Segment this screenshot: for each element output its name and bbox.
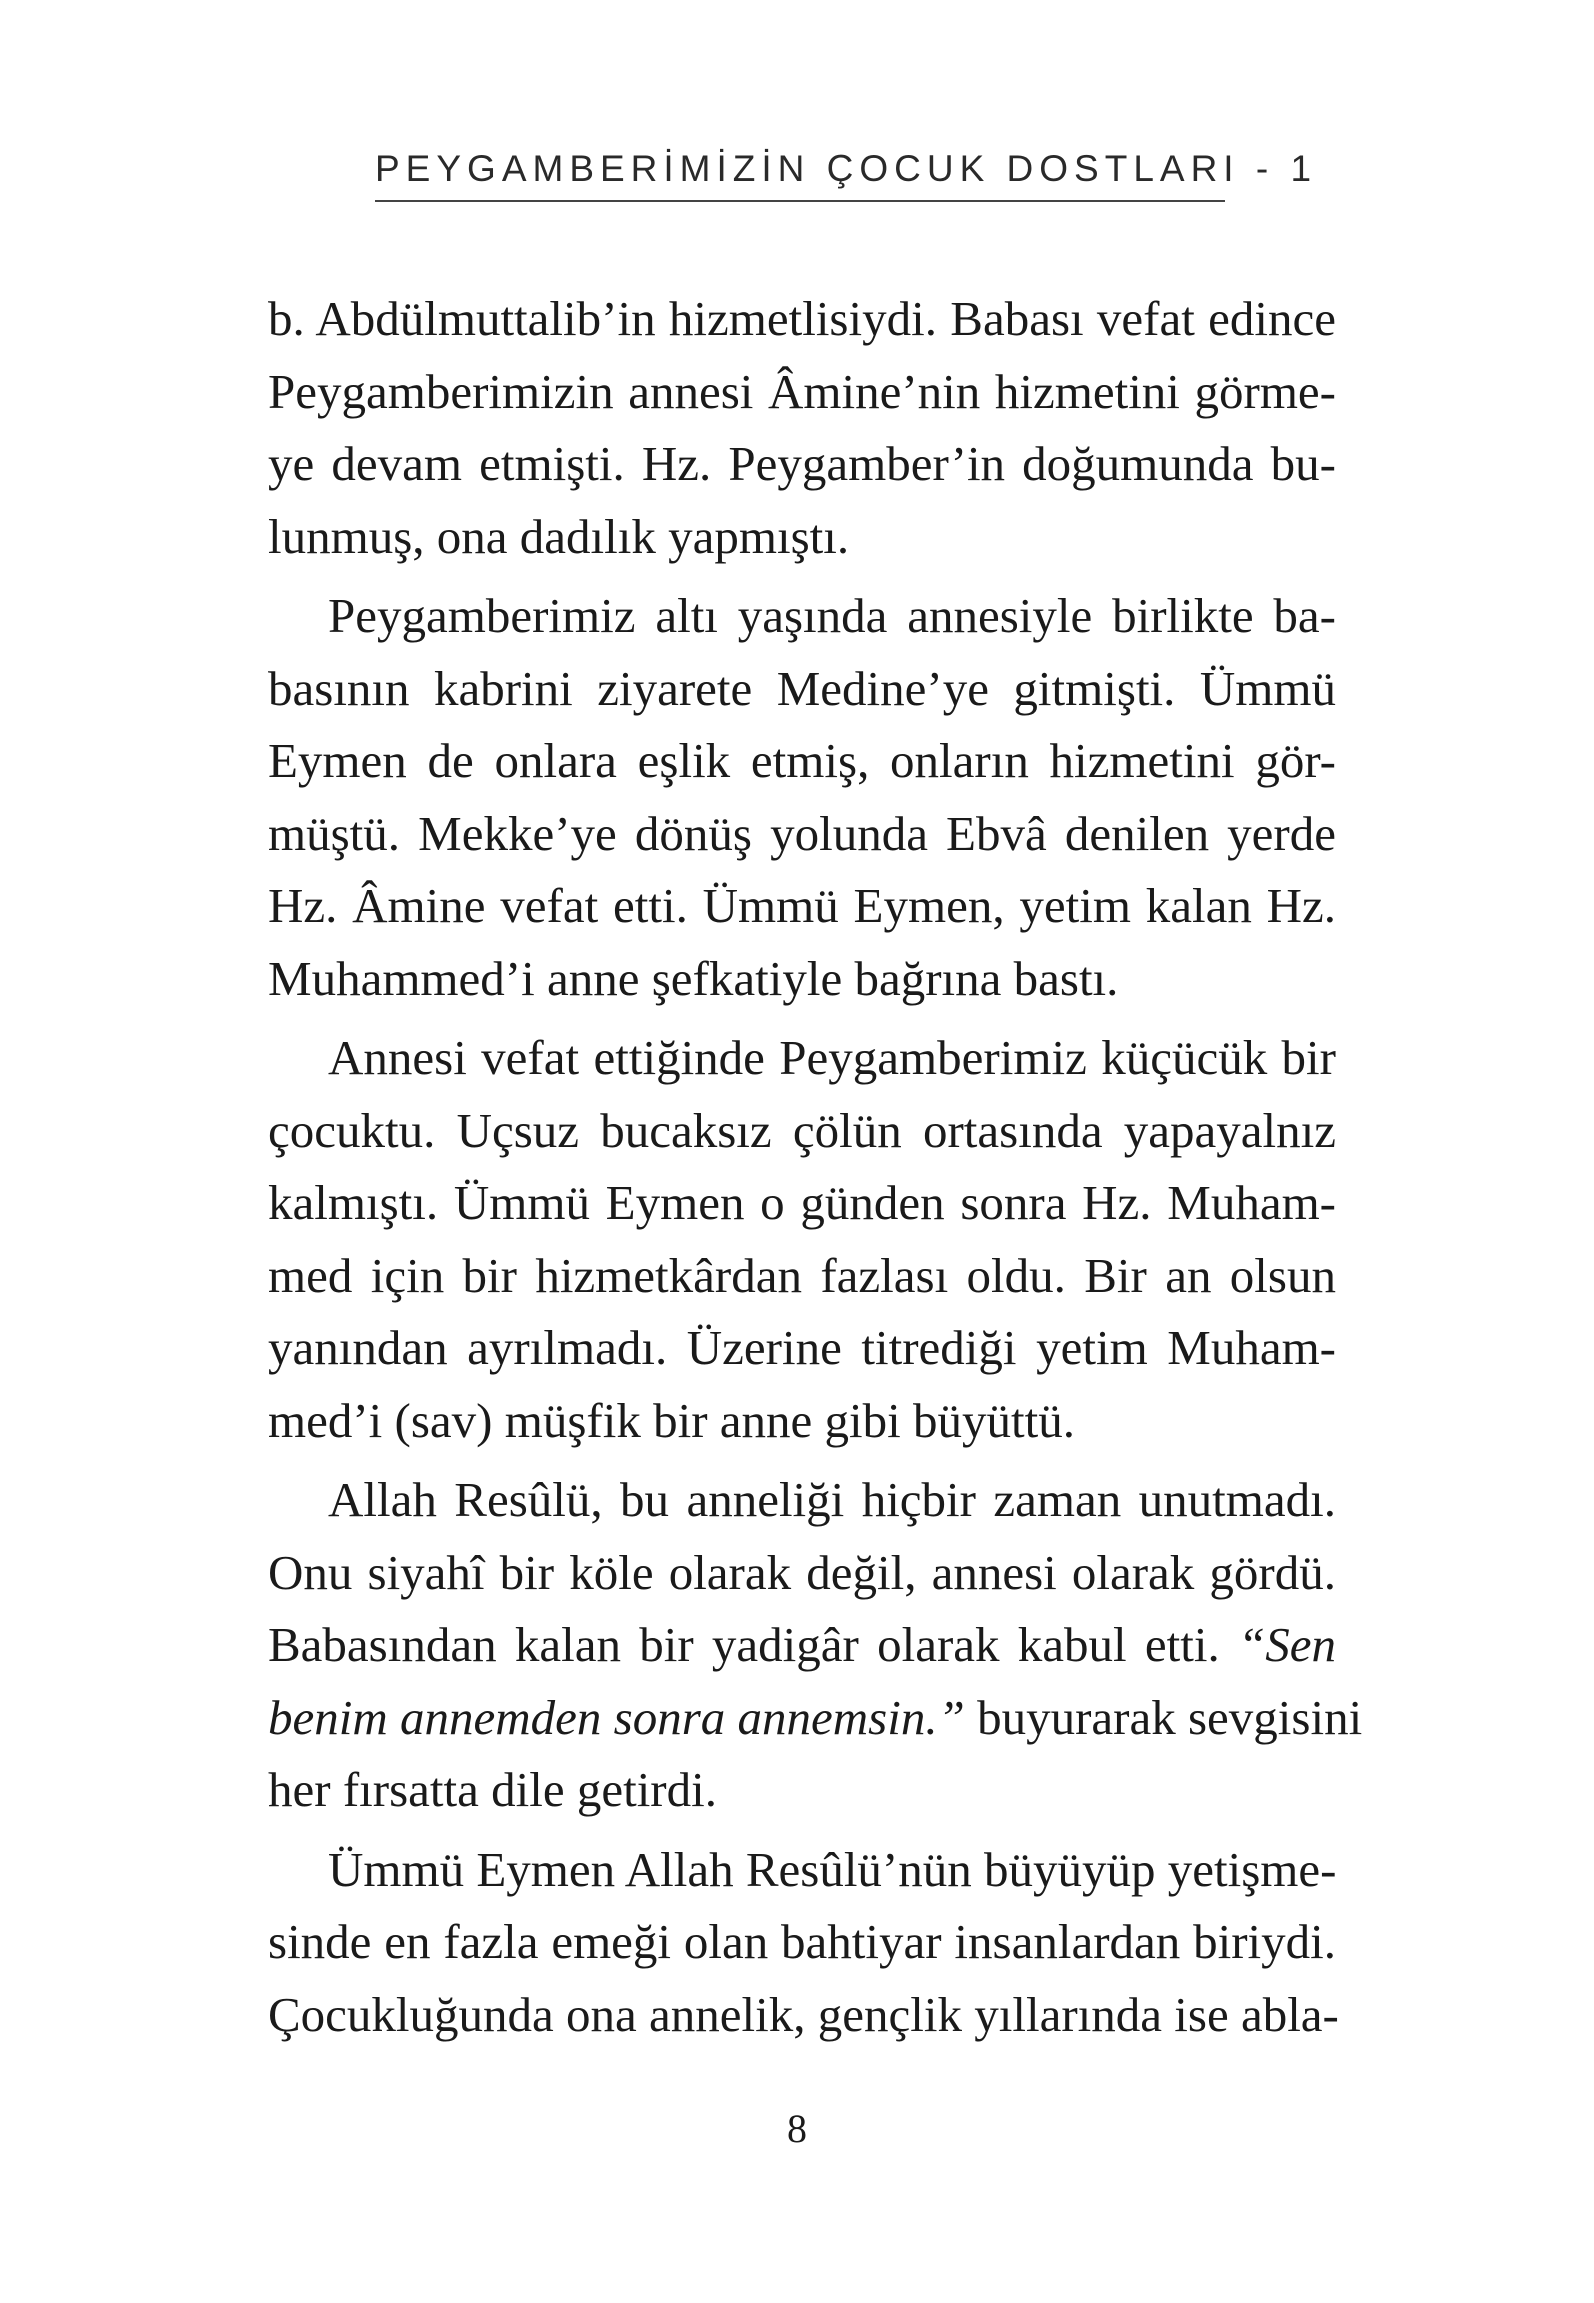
text-line: müştü. Mekke’ye dönüş yolunda Ebvâ denilen yerde (268, 805, 1336, 861)
paragraph-4 (268, 1464, 1363, 1827)
paragraph-3 (268, 1022, 1336, 1457)
text-line: ye devam etmişti. Hz. Peygamber’in doğumunda bu- (268, 436, 1336, 491)
text-line: med’i (sav) müşfik bir anne gibi büyüttü. (268, 1392, 1075, 1448)
italic-quote: “Sen (1238, 1617, 1336, 1672)
line-text: buyurarak sevgisini (964, 1689, 1363, 1745)
paragraph-5 (268, 1834, 1339, 2052)
text-line-with-quote (268, 1682, 1363, 1755)
text-line: Annesi vefat ettiğinde Peygamberimiz küçücük bir (328, 1030, 1336, 1085)
text-line: kalmıştı. Ümmü Eymen o günden sonra Hz. Muham- (268, 1175, 1336, 1230)
text-line-with-quote (268, 1609, 1336, 1682)
text-line: Onu siyahî bir köle olarak değil, annesi olarak gördü. (268, 1544, 1336, 1600)
body-text (268, 283, 1363, 2051)
text-line: lunmuş, ona dadılık yapmıştı. (268, 508, 850, 564)
text-line: Allah Resûlü, bu anneliği hiçbir zaman unutmadı. (328, 1472, 1336, 1527)
paragraph-1 (268, 283, 1336, 573)
text-line: Hz. Âmine vefat etti. Ümmü Eymen, yetim kalan Hz. (268, 878, 1336, 933)
text-line: çocuktu. Uçsuz bucaksız çölün ortasında yapayalnız (268, 1102, 1336, 1158)
running-head: PEYGAMBERİMİZİN ÇOCUK DOSTLARI - 1 (375, 148, 1318, 189)
text-line: her fırsatta dile getirdi. (268, 1762, 717, 1817)
text-line: Peygamberimiz altı yaşında annesiyle birlikte ba- (328, 588, 1336, 643)
text-line: b. Abdülmuttalib’in hizmetlisiydi. Babası vefat edince (268, 291, 1336, 346)
text-line: basının kabrini ziyarete Medine’ye gitmişti. Ümmü (268, 660, 1336, 716)
paragraph-2 (268, 580, 1336, 1015)
text-line: yanından ayrılmadı. Üzerine titrediği yetim Muham- (268, 1320, 1336, 1375)
text-line: sinde en fazla emeği olan bahtiyar insanlardan biriydi. (268, 1914, 1336, 1969)
italic-quote: benim annemden sonra annemsin.” (268, 1689, 965, 1745)
text-line: Ümmü Eymen Allah Resûlü’nün büyüyüp yetişme- (328, 1841, 1337, 1897)
text-line: Muhammed’i anne şefkatiyle bağrına bastı. (268, 950, 1119, 1006)
header-rule (375, 200, 1225, 202)
text-line: Eymen de onlara eşlik etmiş, onların hizmetini gör- (268, 733, 1336, 788)
line-text: Babasından kalan bir yadigâr olarak kabul etti. (268, 1617, 1238, 1672)
text-line: Çocukluğunda ona annelik, gençlik yıllarında ise abla- (268, 1986, 1339, 2042)
text-line: med için bir hizmetkârdan fazlası oldu. Bir an olsun (268, 1247, 1336, 1303)
text-line: Peygamberimizin annesi Âmine’nin hizmetini görme- (268, 363, 1336, 419)
page-number: 8 (787, 2106, 807, 2151)
